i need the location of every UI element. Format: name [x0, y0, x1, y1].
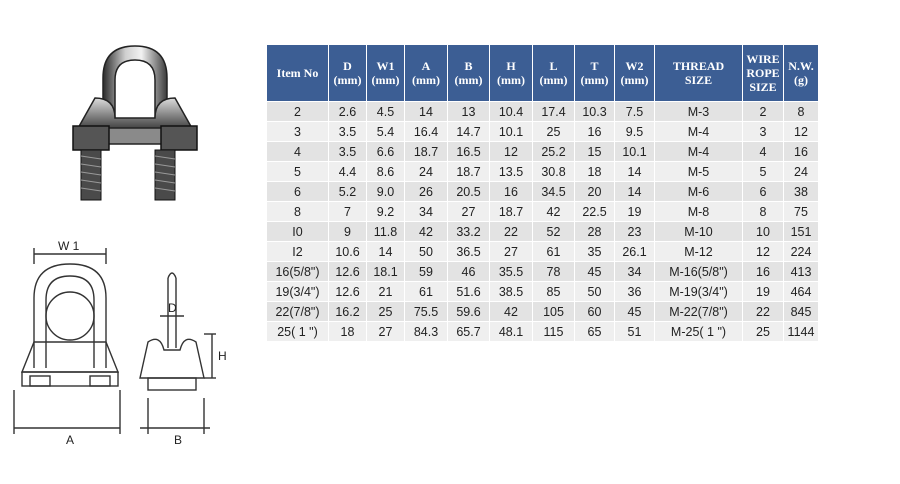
table-cell: 78 [533, 262, 575, 282]
table-cell: 50 [405, 242, 448, 262]
table-cell: M-25( 1 ") [655, 322, 743, 342]
column-header [448, 45, 490, 102]
table-cell: 50 [575, 282, 615, 302]
table-row [267, 102, 819, 122]
table-cell: 34 [405, 202, 448, 222]
table-cell: 26.1 [615, 242, 655, 262]
column-header-unit: SIZE [749, 80, 777, 94]
a-label: A [66, 433, 75, 447]
table-cell: 65.7 [448, 322, 490, 342]
table-cell: 23 [615, 222, 655, 242]
table-cell: 42 [490, 302, 533, 322]
table-cell: 2.6 [329, 102, 367, 122]
table-cell: 16 [743, 262, 784, 282]
table-cell: M-16(5/8") [655, 262, 743, 282]
table-cell: 24 [784, 162, 819, 182]
table-cell: 60 [575, 302, 615, 322]
table-cell: 105 [533, 302, 575, 322]
table-cell: 65 [575, 322, 615, 342]
table-header-row [267, 45, 819, 102]
table-cell: 413 [784, 262, 819, 282]
table-cell: 6.6 [367, 142, 405, 162]
column-header-unit: (mm) [371, 73, 400, 87]
table-cell: 61 [405, 282, 448, 302]
table-cell: 5.4 [367, 122, 405, 142]
table-cell: 18 [575, 162, 615, 182]
table-cell: 48.1 [490, 322, 533, 342]
column-header-name: D [343, 59, 352, 73]
table-cell: M-4 [655, 122, 743, 142]
table-cell: 25 [533, 122, 575, 142]
table-cell: 25 [367, 302, 405, 322]
table-cell: 18.7 [405, 142, 448, 162]
table-cell: 12.6 [329, 282, 367, 302]
table-cell: 28 [575, 222, 615, 242]
table-cell: 464 [784, 282, 819, 302]
table-cell: I2 [267, 242, 329, 262]
table-cell: 5.2 [329, 182, 367, 202]
column-header-unit: (g) [794, 73, 808, 87]
column-header-name: N.W. [788, 59, 814, 73]
table-cell: 11.8 [367, 222, 405, 242]
table-cell: 42 [405, 222, 448, 242]
table-cell: 2 [267, 102, 329, 122]
column-header [405, 45, 448, 102]
table-cell: 36 [615, 282, 655, 302]
table-cell: 36.5 [448, 242, 490, 262]
table-cell: 14 [367, 242, 405, 262]
table-cell: 7 [329, 202, 367, 222]
column-header-unit: (mm) [412, 73, 440, 87]
table-cell: 24 [405, 162, 448, 182]
table-cell: 3 [267, 122, 329, 142]
table-cell: 51 [615, 322, 655, 342]
table-cell: 18.7 [490, 202, 533, 222]
column-header [533, 45, 575, 102]
column-header [784, 45, 819, 102]
table-cell: 17.4 [533, 102, 575, 122]
column-header [490, 45, 533, 102]
column-header-name: A [421, 59, 431, 73]
table-cell: 10.3 [575, 102, 615, 122]
table-cell: 151 [784, 222, 819, 242]
table-cell: 14 [405, 102, 448, 122]
table-cell: 19 [615, 202, 655, 222]
table-cell: 12 [490, 142, 533, 162]
column-header [615, 45, 655, 102]
table-body [267, 102, 819, 342]
table-row [267, 262, 819, 282]
table-cell: 27 [448, 202, 490, 222]
table-cell: 35 [575, 242, 615, 262]
table-cell: M-19(3/4") [655, 282, 743, 302]
table-cell: 25.2 [533, 142, 575, 162]
table-cell: 16(5/8") [267, 262, 329, 282]
table-cell: 14 [615, 182, 655, 202]
table-cell: 10.4 [490, 102, 533, 122]
table-cell: 18.7 [448, 162, 490, 182]
table-row [267, 142, 819, 162]
column-header-unit: (mm) [580, 73, 609, 87]
table-cell: 45 [575, 262, 615, 282]
column-header [743, 45, 784, 102]
column-header [329, 45, 367, 102]
d-label: D [168, 301, 177, 315]
table-cell: 85 [533, 282, 575, 302]
table-cell: 13 [448, 102, 490, 122]
column-header-name: W1 [376, 59, 395, 73]
table-cell: 22 [490, 222, 533, 242]
table-cell: 45 [615, 302, 655, 322]
column-header-name: H [506, 59, 516, 73]
table-row [267, 302, 819, 322]
table-cell: 21 [367, 282, 405, 302]
table-cell: 33.2 [448, 222, 490, 242]
table-cell: 35.5 [490, 262, 533, 282]
table-cell: 34.5 [533, 182, 575, 202]
table-cell: 59.6 [448, 302, 490, 322]
table-cell: 1144 [784, 322, 819, 342]
wire-rope-clip-photo [55, 38, 215, 208]
table-cell: M-6 [655, 182, 743, 202]
technical-drawing [0, 238, 240, 453]
table-cell: 38.5 [490, 282, 533, 302]
table-cell: 75 [784, 202, 819, 222]
table-cell: 19(3/4") [267, 282, 329, 302]
table-cell: 9 [329, 222, 367, 242]
table-cell: 20.5 [448, 182, 490, 202]
column-header-name: THREAD [672, 59, 725, 73]
table-cell: 8 [784, 102, 819, 122]
table-cell: 9.2 [367, 202, 405, 222]
table-cell: 34 [615, 262, 655, 282]
table-cell: 5 [267, 162, 329, 182]
table-cell: 22(7/8") [267, 302, 329, 322]
table-cell: 16 [490, 182, 533, 202]
column-header-unit: (mm) [454, 73, 483, 87]
table-cell: 15 [575, 142, 615, 162]
table-cell: 52 [533, 222, 575, 242]
table-cell: 19 [743, 282, 784, 302]
table-row [267, 122, 819, 142]
table-cell: 8.6 [367, 162, 405, 182]
table-cell: 4 [743, 142, 784, 162]
table-cell: 61 [533, 242, 575, 262]
table-cell: 6 [267, 182, 329, 202]
table-cell: 25( 1 ") [267, 322, 329, 342]
table-row [267, 322, 819, 342]
table-cell: 16 [784, 142, 819, 162]
table-cell: 14.7 [448, 122, 490, 142]
table-cell: 115 [533, 322, 575, 342]
table-cell: 3.5 [329, 122, 367, 142]
table-cell: M-4 [655, 142, 743, 162]
table-cell: 12 [743, 242, 784, 262]
column-header-name: W2 [625, 59, 644, 73]
column-header-name: WIRE ROPE [746, 52, 780, 80]
table-cell: 9.0 [367, 182, 405, 202]
table-cell: 46 [448, 262, 490, 282]
table-cell: 10.1 [615, 142, 655, 162]
column-header-name: B [464, 59, 473, 73]
table-cell: 30.8 [533, 162, 575, 182]
table-cell: M-5 [655, 162, 743, 182]
table-cell: 8 [267, 202, 329, 222]
table-cell: 845 [784, 302, 819, 322]
table-cell: 4.4 [329, 162, 367, 182]
column-header-name: T [590, 59, 599, 73]
table-cell: 27 [490, 242, 533, 262]
table-cell: 3 [743, 122, 784, 142]
column-header-unit: (mm) [333, 73, 362, 87]
table-cell: M-12 [655, 242, 743, 262]
table-cell: 2 [743, 102, 784, 122]
table-cell: 16 [575, 122, 615, 142]
table-cell: 8 [743, 202, 784, 222]
table-cell: 18 [329, 322, 367, 342]
table-cell: 22.5 [575, 202, 615, 222]
table-row [267, 182, 819, 202]
table-cell: 27 [367, 322, 405, 342]
table-cell: 10.1 [490, 122, 533, 142]
h-label: H [218, 349, 227, 363]
table-cell: 42 [533, 202, 575, 222]
table-cell: 25 [743, 322, 784, 342]
table-cell: 6 [743, 182, 784, 202]
table-cell: 224 [784, 242, 819, 262]
table-cell: 14 [615, 162, 655, 182]
table-cell: 51.6 [448, 282, 490, 302]
table-cell: 4.5 [367, 102, 405, 122]
table-cell: 20 [575, 182, 615, 202]
table-cell: 13.5 [490, 162, 533, 182]
table-cell: 3.5 [329, 142, 367, 162]
table-cell: 22 [743, 302, 784, 322]
table-cell: 12.6 [329, 262, 367, 282]
table-cell: 26 [405, 182, 448, 202]
table-cell: 16.2 [329, 302, 367, 322]
column-header [575, 45, 615, 102]
table-cell: M-3 [655, 102, 743, 122]
table-cell: 16.5 [448, 142, 490, 162]
table-cell: 10.6 [329, 242, 367, 262]
table-cell: M-10 [655, 222, 743, 242]
table-cell: 84.3 [405, 322, 448, 342]
table-row [267, 162, 819, 182]
table-row [267, 202, 819, 222]
column-header [367, 45, 405, 102]
b-label: B [174, 433, 183, 447]
table-cell: I0 [267, 222, 329, 242]
w1-label: W 1 [58, 239, 80, 253]
column-header-unit: (mm) [620, 73, 649, 87]
table-cell: 9.5 [615, 122, 655, 142]
column-header-unit: SIZE [684, 73, 713, 87]
table-row [267, 222, 819, 242]
table-cell: 12 [784, 122, 819, 142]
column-header [655, 45, 743, 102]
column-header-unit: (mm) [539, 73, 568, 87]
table-cell: 16.4 [405, 122, 448, 142]
column-header-unit: (mm) [497, 73, 525, 87]
spec-table [266, 44, 819, 342]
table-cell: 10 [743, 222, 784, 242]
table-cell: 5 [743, 162, 784, 182]
table-cell: 38 [784, 182, 819, 202]
column-header [267, 45, 329, 102]
table-cell: 75.5 [405, 302, 448, 322]
table-cell: 59 [405, 262, 448, 282]
table-cell: M-8 [655, 202, 743, 222]
table-cell: 4 [267, 142, 329, 162]
table-cell: 18.1 [367, 262, 405, 282]
table-row [267, 242, 819, 262]
table-row [267, 282, 819, 302]
table-cell: M-22(7/8") [655, 302, 743, 322]
column-header-name: Item No [276, 66, 319, 80]
table-cell: 7.5 [615, 102, 655, 122]
column-header-name: L [549, 59, 558, 73]
